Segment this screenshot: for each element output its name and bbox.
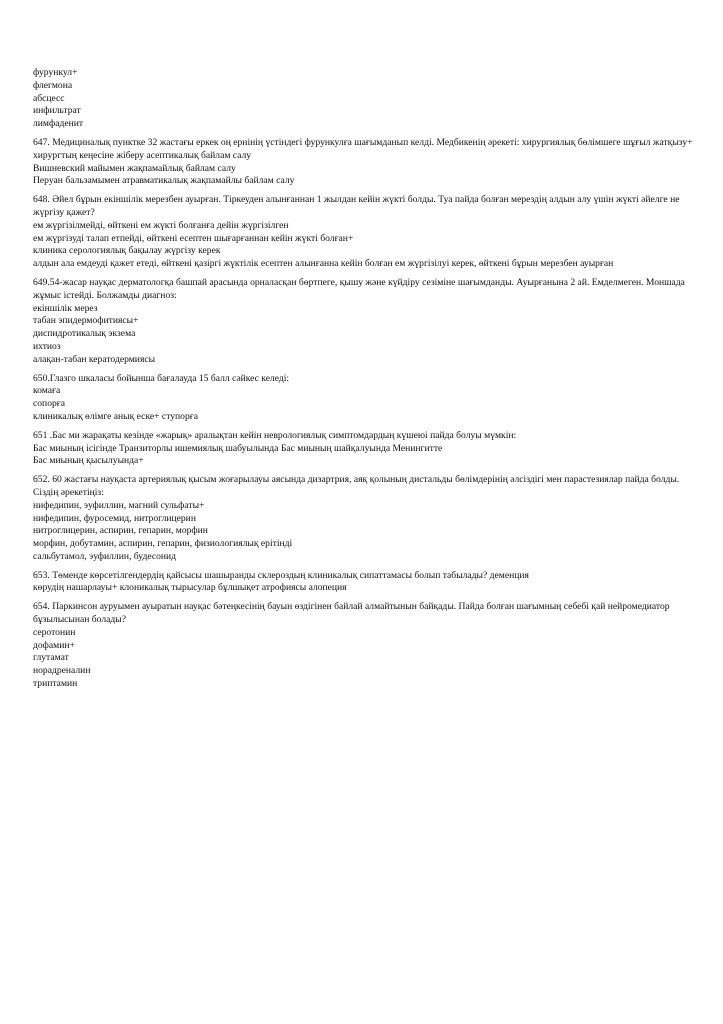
answer-option: Перуан бальзамымен атравматикалық жақпамайлы байлам салу [33, 175, 295, 187]
answer-option: абсцесс [33, 92, 65, 104]
answer-option: ем жүргізуді талап етпейді, өйткені есептен шығарғаннан кейін жүкті болған+ [33, 232, 354, 244]
question-stem: 649.54-жасар науқас дерматологқа башпай арасында орналасқан бөртпеге, қышу және күйдіру сезіміне шағымданды. Ауырғанына 2 ай. Емделмеген. Моншада жұмыс істейді. Болжамды диагноз: [33, 276, 685, 301]
answer-option: табан эпидермофитиясы+ [33, 315, 139, 327]
answer-option: ихтиоз [33, 340, 61, 352]
answer-option: көрудің нашарлауы+ клоникалық тырысулар бұлшықет атрофиясы алопеция [33, 582, 347, 594]
answer-option: Вишневский майымен жақпамайлық байлам салу [33, 162, 236, 174]
question-block-651 [33, 430, 693, 468]
answer-option: Бас миының қысылуында+ [33, 455, 144, 467]
answer-option: нифедипин, эуфиллин, магний сульфаты+ [33, 499, 205, 511]
question-stem: 654. Паркинсон ауруымен ауыратын науқас бәтеңкесінің бауын өздігінен байлай алмайтынын байқады. Пайда болған шағымның себебі қай нейромедиатор бұзылысынан болады? [33, 601, 670, 626]
answer-option: сальбутамол, эуфиллин, будесонид [33, 550, 177, 562]
question-stem: 651 .Бас ми жарақаты кезінде «жарық» аралықтан кейін неврологиялық симптомдардың күшеюі пайда болуы мүмкін: [33, 429, 517, 441]
answer-option: глутамат [33, 652, 69, 664]
answer-option: ем жүргізілмейді, өйткені ем жүкті болғанға дейін жүргізілген [33, 219, 289, 231]
question-block-654 [33, 601, 693, 691]
question-block-653 [33, 570, 693, 596]
question-stem: 653. Төменде көрсетілгендердің қайсысы шашыранды склероздың клиникалық сипаттамасы болып табылады? деменция [33, 569, 529, 581]
document-page [33, 67, 693, 691]
answer-option: нитроглицерин, аспирин, гепарин, морфин [33, 525, 208, 537]
answer-option: серотонин [33, 626, 76, 638]
answer-option: инфильтрат [33, 105, 81, 117]
answer-option: флегмона [33, 79, 73, 91]
answer-option: алдын ала емдеуді қажет етеді, өйткені қазіргі жүктілік есептен алынғанна кейін болған ем жүргізілуі керек, өйткені бұрын мерезбен ауырған [33, 258, 614, 270]
answer-option: лимфаденит [33, 118, 84, 130]
question-block-652 [33, 474, 693, 564]
question-block-647 [33, 137, 693, 188]
question-stem: 650.Глазго шкаласы бойынша бағалауда 15 балл сәйкес келеді: [33, 372, 290, 384]
question-block-650 [33, 373, 693, 424]
answer-option: клиника серологиялық бақылау жүргізу керек [33, 245, 221, 257]
answer-option: диспидротикалық экзема [33, 328, 136, 340]
question-stem: 652. 60 жастағы науқаста артериялық қысым жоғарылауы аясында дизартрия, аяқ қолының дистальды бөлімдерінің әлсіздігі мен парастезиялар пайда болды. Сіздің әрекетіңіз: [33, 474, 680, 498]
answer-option: дофамин+ [33, 639, 75, 651]
answer-option: фурункул+ [33, 67, 78, 78]
answer-option: норадреналин [33, 665, 91, 677]
answer-option: хирургтың кеңесіне жіберу асептикалық байлам салу [33, 149, 252, 161]
answer-option: комаға [33, 385, 61, 397]
question-block-continued [33, 67, 693, 131]
answer-option: сопорға [33, 398, 65, 410]
answer-option: Бас миының ісігінде Транзиторлы ишемиялық шабуылында Бас миының шайқалуында Менингитте [33, 442, 443, 454]
answer-option: екіншілік мерез [33, 302, 98, 314]
question-stem: 648. Әйел бұрын екіншілік мерезбен ауырған. Тіркеуден алынғаннан 1 жылдан кейін жүкті болды. Туа пайда болған мерездің алдын алу үшін жүкті әйелге не жүргізу қажет? [33, 194, 680, 218]
question-block-648 [33, 194, 693, 271]
answer-option: алақан-табан кератодермиясы [33, 353, 156, 365]
answer-option: морфин, добутамин, аспирин, гепарин, физиологиялық ерітінді [33, 538, 293, 550]
answer-option: клиникалық өлімге анық еске+ ступорға [33, 410, 198, 422]
question-block-649 [33, 277, 693, 367]
question-stem: 647. Медициналық пунктке 32 жастағы еркек оң ернінің үстіндегі фурункулға шағымданып келді. Медбикенің әрекеті: хирургиялық бөлімшеге шұғыл жатқызу+ [33, 136, 693, 148]
answer-option: нифедипин, фуросемид, нитроглицерин [33, 512, 196, 524]
answer-option: триптамин [33, 678, 78, 690]
